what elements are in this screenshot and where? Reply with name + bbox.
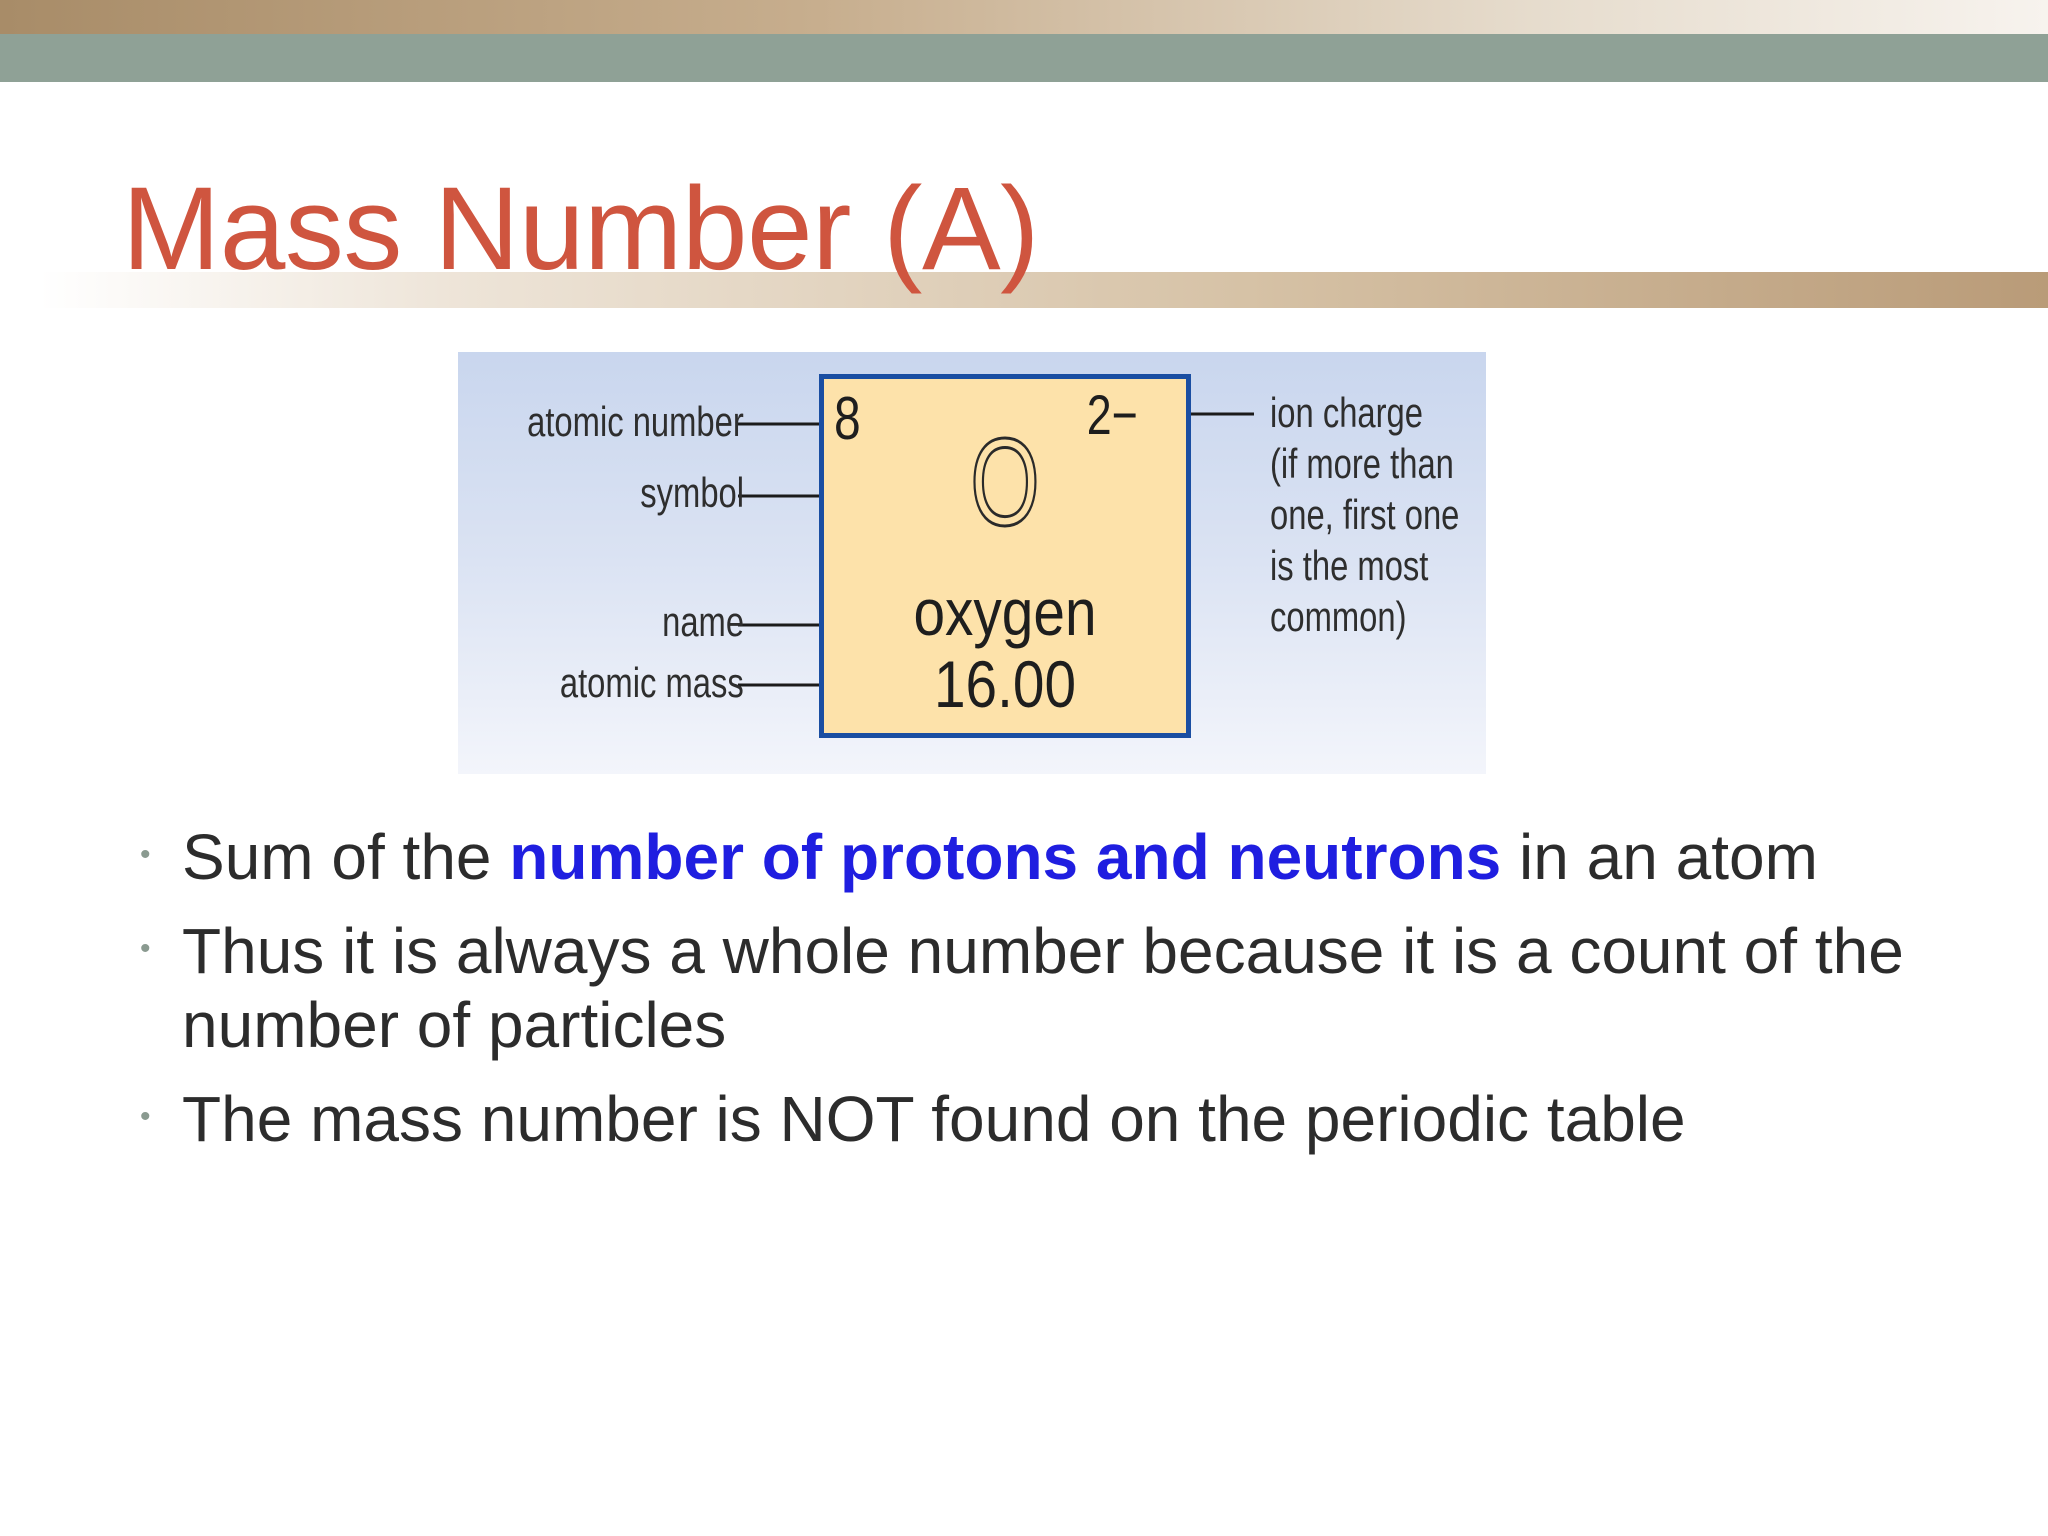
- element-symbol: O: [970, 414, 1040, 552]
- element-ion-charge: 2−: [1086, 383, 1138, 446]
- label-atomic-mass: atomic mass: [560, 659, 744, 706]
- element-tile: [819, 374, 1191, 738]
- label-ion-charge-line-4: is the most: [1270, 542, 1429, 589]
- label-ion-charge-line-5: common): [1270, 593, 1407, 640]
- bullet-item: [140, 914, 2020, 1062]
- element-atomic-number: 8: [834, 385, 861, 452]
- bullet-highlight: number of protons and neutrons: [509, 821, 1502, 893]
- bullet-text-end: in an atom: [1501, 821, 1818, 893]
- bullet-dot-icon: •: [140, 932, 151, 965]
- top-decorative-bar: [0, 0, 2048, 34]
- bullet-item: [140, 820, 2020, 894]
- label-ion-charge-line-2: (if more than: [1270, 440, 1454, 487]
- label-symbol: symbol: [640, 469, 744, 516]
- header-band: [0, 34, 2048, 82]
- bullet-dot-icon: •: [140, 1100, 151, 1133]
- bullet-item: [140, 1082, 2020, 1156]
- bullet-dot-icon: •: [140, 838, 151, 871]
- label-ion-charge-line-3: one, first one: [1270, 491, 1460, 538]
- bullet-text: The mass number is NOT found on the periodic table: [182, 1083, 1686, 1155]
- label-atomic-number: atomic number: [527, 398, 744, 445]
- bullet-list: [140, 820, 2020, 1176]
- bullet-text: Thus it is always a whole number because it is a count of the number of particles: [182, 915, 1904, 1061]
- element-atomic-mass: 16.00: [933, 647, 1077, 721]
- element-key-figure: [458, 352, 1486, 774]
- bullet-text: Sum of the: [182, 821, 510, 893]
- label-name: name: [662, 598, 744, 645]
- label-ion-charge-line-1: ion charge: [1270, 389, 1423, 436]
- element-name: oxygen: [913, 575, 1097, 649]
- slide-title: Mass Number (A): [122, 163, 1039, 295]
